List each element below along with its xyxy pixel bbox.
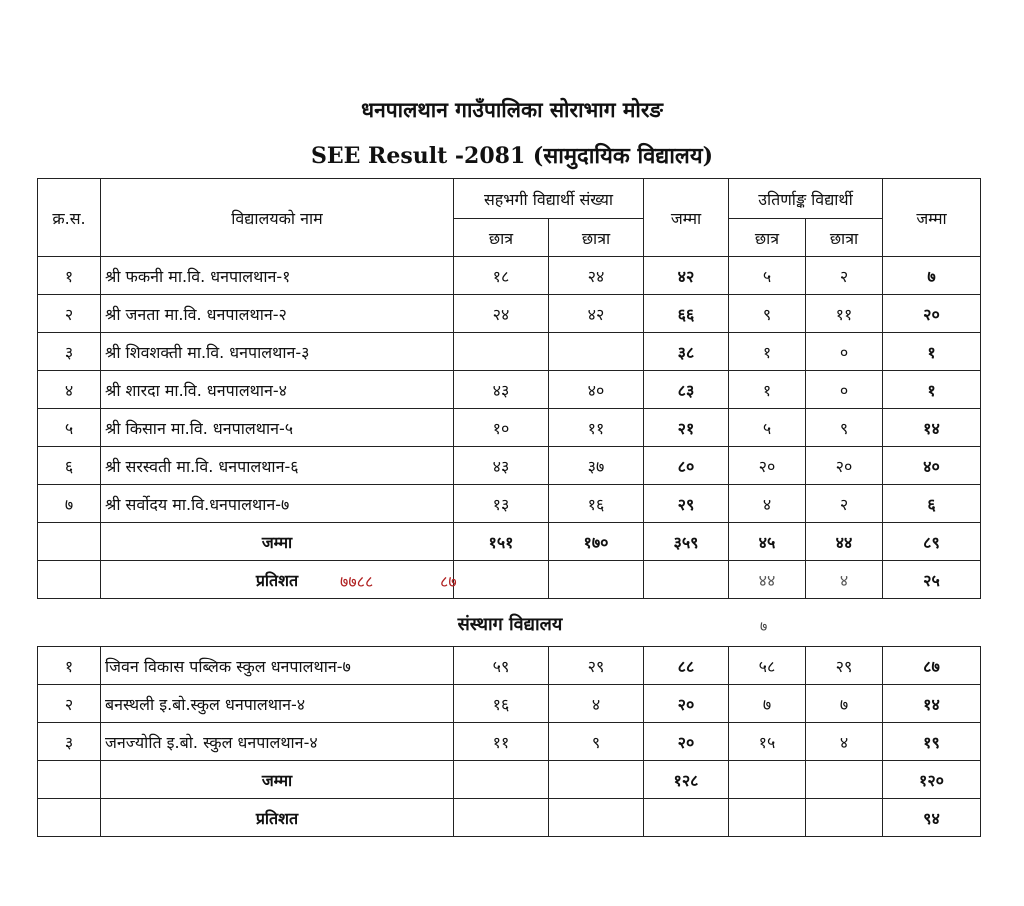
- serial-number: ३: [38, 333, 101, 371]
- passed-boys: २०: [729, 447, 806, 485]
- girls-count: ९: [549, 723, 644, 761]
- table-percent-row: [38, 561, 981, 599]
- boys-count: ११: [454, 723, 549, 761]
- table-sum-row: [38, 761, 981, 799]
- school-name: श्री शिवशक्ती मा.वि. धनपालथान-३: [101, 333, 454, 371]
- table-percent-row: [38, 799, 981, 837]
- percent-passed-girls: ४: [806, 561, 883, 599]
- boys-count: १०: [454, 409, 549, 447]
- serial-number: ७: [38, 485, 101, 523]
- table-row: [38, 409, 981, 447]
- table-row: [38, 723, 981, 761]
- passed-girls: ०: [806, 333, 883, 371]
- cell-empty: [38, 561, 101, 599]
- passed-total: ७: [883, 257, 981, 295]
- total-count: २०: [644, 723, 729, 761]
- stray-mark: ७: [760, 619, 768, 635]
- passed-boys: ५: [729, 409, 806, 447]
- table-row: [38, 371, 981, 409]
- passed-total: १९: [883, 723, 981, 761]
- header-total-passed: जम्मा: [883, 179, 981, 257]
- serial-number: ३: [38, 723, 101, 761]
- percent-total: [644, 561, 729, 599]
- cell-empty: [38, 799, 101, 837]
- girls-count: २४: [549, 257, 644, 295]
- sum-passed-total: १२०: [883, 761, 981, 799]
- sum-girls: १७०: [549, 523, 644, 561]
- school-name: श्री जनता मा.वि. धनपालथान-२: [101, 295, 454, 333]
- header-passed-boys: छात्र: [729, 219, 806, 257]
- sum-passed-girls: ४४: [806, 523, 883, 561]
- sum-total: १२८: [644, 761, 729, 799]
- institutional-school-results-table: [37, 646, 981, 837]
- passed-girls: ९: [806, 409, 883, 447]
- cell-empty: [644, 799, 729, 837]
- boys-count: १६: [454, 685, 549, 723]
- header-total: जम्मा: [644, 179, 729, 257]
- passed-total: ८७: [883, 647, 981, 685]
- total-count: २१: [644, 409, 729, 447]
- passed-girls: २९: [806, 647, 883, 685]
- passed-girls: २०: [806, 447, 883, 485]
- passed-total: १: [883, 333, 981, 371]
- total-count: २०: [644, 685, 729, 723]
- boys-count: ४३: [454, 371, 549, 409]
- girls-count: ३७: [549, 447, 644, 485]
- percent-label: प्रतिशत: [101, 799, 454, 837]
- table-row: [38, 485, 981, 523]
- handwritten-mark: ७७८८: [340, 572, 374, 591]
- boys-count: १८: [454, 257, 549, 295]
- passed-girls: ०: [806, 371, 883, 409]
- school-name: श्री सर्वोदय मा.वि.धनपालथान-७: [101, 485, 454, 523]
- cell-empty: [806, 761, 883, 799]
- passed-boys: १५: [729, 723, 806, 761]
- cell-empty: [549, 799, 644, 837]
- passed-boys: ७: [729, 685, 806, 723]
- header-passed: उतिर्णाङ्क विद्यार्थी: [729, 179, 883, 219]
- cell-empty: [454, 799, 549, 837]
- percent-passed-total: २५: [883, 561, 981, 599]
- girls-count: १६: [549, 485, 644, 523]
- table-row: [38, 647, 981, 685]
- boys-count: [454, 333, 549, 371]
- serial-number: ६: [38, 447, 101, 485]
- total-count: ८३: [644, 371, 729, 409]
- table-row: [38, 295, 981, 333]
- table-row: [38, 257, 981, 295]
- percent-girls: [549, 561, 644, 599]
- page-subtitle: SEE Result -2081 (सामुदायिक विद्यालय): [310, 143, 714, 169]
- passed-girls: ४: [806, 723, 883, 761]
- passed-boys: १: [729, 371, 806, 409]
- passed-total: ४०: [883, 447, 981, 485]
- girls-count: ४०: [549, 371, 644, 409]
- school-name: जनज्योति इ.बो. स्कुल धनपालथान-४: [101, 723, 454, 761]
- header-passed-girls: छात्रा: [806, 219, 883, 257]
- sum-total: ३५९: [644, 523, 729, 561]
- school-name: श्री शारदा मा.वि. धनपालथान-४: [101, 371, 454, 409]
- passed-boys: ५८: [729, 647, 806, 685]
- header-boys: छात्र: [454, 219, 549, 257]
- girls-count: ४२: [549, 295, 644, 333]
- cell-empty: [549, 761, 644, 799]
- passed-total: ६: [883, 485, 981, 523]
- sum-boys: १५१: [454, 523, 549, 561]
- total-count: ३८: [644, 333, 729, 371]
- handwritten-mark: ८७: [440, 572, 457, 591]
- cell-empty: [729, 799, 806, 837]
- total-count: ८८: [644, 647, 729, 685]
- cell-empty: [729, 761, 806, 799]
- cell-empty: [38, 761, 101, 799]
- total-count: ८०: [644, 447, 729, 485]
- percent-passed-boys: ४४: [729, 561, 806, 599]
- cell-empty: [806, 799, 883, 837]
- community-school-results-table: [37, 178, 981, 599]
- cell-empty: [38, 523, 101, 561]
- passed-girls: ११: [806, 295, 883, 333]
- sum-passed-total: ८९: [883, 523, 981, 561]
- school-name: श्री सरस्वती मा.वि. धनपालथान-६: [101, 447, 454, 485]
- boys-count: २४: [454, 295, 549, 333]
- serial-number: २: [38, 685, 101, 723]
- school-name: बनस्थली इ.बो.स्कुल धनपालथान-४: [101, 685, 454, 723]
- page-title: धनपालथान गाउँपालिका सोराभाग मोरङ: [361, 98, 663, 122]
- passed-girls: २: [806, 485, 883, 523]
- passed-boys: १: [729, 333, 806, 371]
- sum-label: जम्मा: [101, 523, 454, 561]
- total-count: ६६: [644, 295, 729, 333]
- header-participants: सहभगी विद्यार्थी संख्या: [454, 179, 644, 219]
- table-row: [38, 447, 981, 485]
- boys-count: १३: [454, 485, 549, 523]
- serial-number: १: [38, 257, 101, 295]
- passed-girls: २: [806, 257, 883, 295]
- sum-passed-boys: ४५: [729, 523, 806, 561]
- header-school-name: विद्यालयको नाम: [101, 179, 454, 257]
- percent-label: प्रतिशत: [101, 561, 454, 599]
- passed-total: १४: [883, 409, 981, 447]
- total-count: ४२: [644, 257, 729, 295]
- header-girls: छात्रा: [549, 219, 644, 257]
- serial-number: १: [38, 647, 101, 685]
- school-name: जिवन विकास पब्लिक स्कुल धनपालथान-७: [101, 647, 454, 685]
- serial-number: २: [38, 295, 101, 333]
- girls-count: [549, 333, 644, 371]
- table-row: [38, 333, 981, 371]
- passed-total: १४: [883, 685, 981, 723]
- total-count: २९: [644, 485, 729, 523]
- girls-count: ४: [549, 685, 644, 723]
- boys-count: ४३: [454, 447, 549, 485]
- table-sum-row: [38, 523, 981, 561]
- girls-count: २९: [549, 647, 644, 685]
- header-sn: क्र.स.: [38, 179, 101, 257]
- percent-boys: [454, 561, 549, 599]
- passed-boys: ४: [729, 485, 806, 523]
- passed-boys: ५: [729, 257, 806, 295]
- school-name: श्री फकनी मा.वि. धनपालथान-१: [101, 257, 454, 295]
- school-name: श्री किसान मा.वि. धनपालथान-५: [101, 409, 454, 447]
- passed-total: १: [883, 371, 981, 409]
- serial-number: ४: [38, 371, 101, 409]
- table-row: [38, 685, 981, 723]
- section-title-institutional: संस्थाग विद्यालय: [457, 614, 563, 635]
- passed-boys: ९: [729, 295, 806, 333]
- sum-label: जम्मा: [101, 761, 454, 799]
- percent-passed-total: ९४: [883, 799, 981, 837]
- passed-total: २०: [883, 295, 981, 333]
- cell-empty: [454, 761, 549, 799]
- passed-girls: ७: [806, 685, 883, 723]
- serial-number: ५: [38, 409, 101, 447]
- girls-count: ११: [549, 409, 644, 447]
- boys-count: ५९: [454, 647, 549, 685]
